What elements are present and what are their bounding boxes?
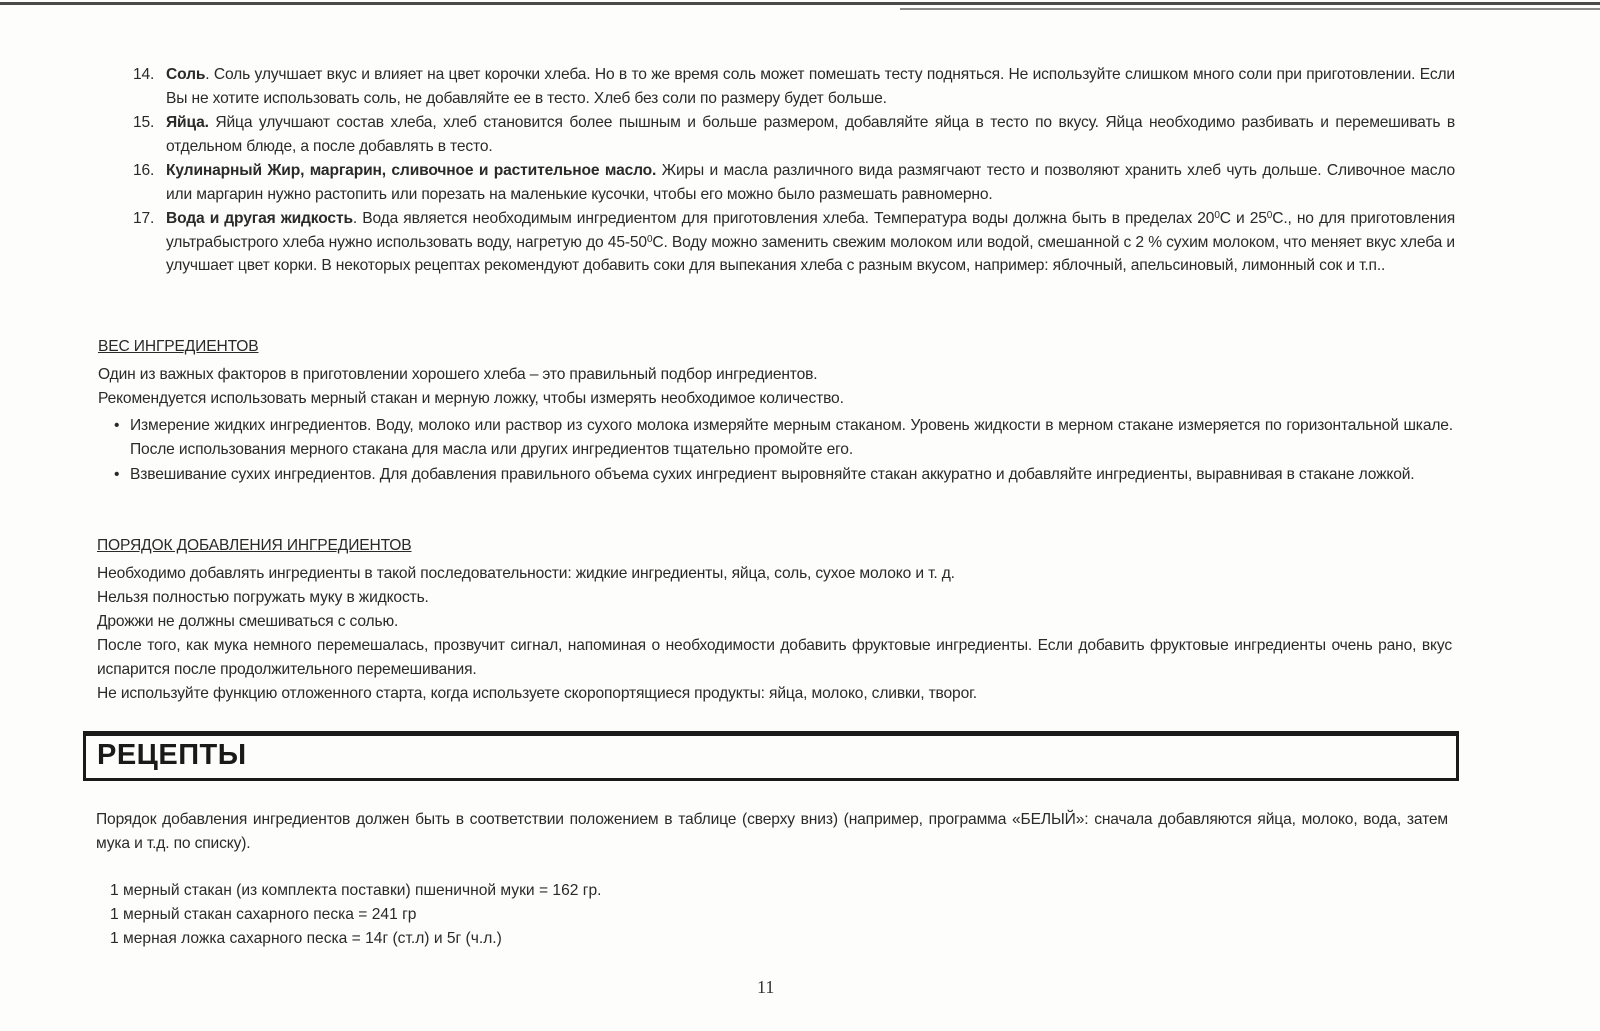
weight-section-title: ВЕС ИНГРЕДИЕНТОВ (98, 338, 259, 355)
measure-line: 1 мерный стакан сахарного песка = 241 гр (110, 906, 417, 923)
recipes-heading-box (83, 733, 1459, 781)
weight-line: Один из важных факторов в приготовлении хорошего хлеба – это правильный подбор ингредиентов. (98, 366, 818, 383)
list-item-water (130, 207, 1455, 278)
list-item-number: 16. (133, 162, 155, 179)
order-section (97, 534, 1452, 706)
weight-section (98, 335, 1453, 487)
measure-line: 1 мерная ложка сахарного песка = 14г (ст.л) и 5г (ч.л.) (110, 930, 502, 947)
list-item-text-part: С и 25 (1219, 210, 1267, 227)
list-item-text: . Соль улучшает вкус и влияет на цвет корочки хлеба. Но в то же время соль может помешать тесту подняться. Не используйте слишком много соли при приготовлении. Если Вы не хотите использовать соль, не добавляйте ее в тесто. Хлеб без соли по размеру будет больше. (166, 66, 1455, 107)
list-item-eggs (130, 111, 1455, 158)
list-item-title: Яйца. (166, 114, 209, 131)
weight-line: Рекомендуется использовать мерный стакан и мерную ложку, чтобы измерять необходимое количество. (98, 390, 844, 407)
measures-list (110, 879, 601, 951)
bullet-item-dry (98, 463, 1453, 487)
list-item-text: Жиры и масла различного вида размягчают тесто и позволяют хранить хлеб чуть дольше. Сливочное масло или маргарин нужно растопить или порезать на маленькие кусочки, чтобы его можно было размешать равномерно. (166, 162, 1456, 203)
list-item-number: 17. (133, 210, 155, 227)
list-item-title: Соль (166, 66, 206, 83)
list-item-salt (130, 63, 1455, 110)
bullet-item-liquids (98, 414, 1453, 462)
order-line: После того, как мука немного перемешалась, прозвучит сигнал, напоминая о необходимости добавить фруктовые ингредиенты. Если добавить фруктовые ингредиенты очень рано, вкус испарится после продолжительного перемешивания. (97, 637, 1452, 678)
list-item-fats (130, 159, 1455, 206)
bullet-text: Измерение жидких ингредиентов. Воду, молоко или раствор из сухого молока измеряйте мерным стаканом. Уровень жидкости в мерном стакане измеряется по горизонтальной шкале. После использования мерного стакана для масла или других ингредиентов тщательно промойте его. (130, 417, 1453, 458)
recipes-intro: Порядок добавления ингредиентов должен быть в соответствии положением в таблице (сверху вниз) (например, программа «БЕЛЫЙ»: сначала добавляются яйца, молоко, вода, затем мука и т.д. по списку). (96, 811, 1448, 852)
order-line: Не используйте функцию отложенного старта, когда используете скоропортящиеся продукты: яйца, молоко, сливки, творог. (97, 685, 977, 702)
recipes-title: РЕЦЕПТЫ (97, 739, 247, 771)
page-number: 11 (757, 977, 775, 997)
order-line: Дрожжи не должны смешиваться с солью. (97, 613, 399, 630)
order-line: Нельзя полностью погружать муку в жидкость. (97, 589, 429, 606)
order-section-title: ПОРЯДОК ДОБАВЛЕНИЯ ИНГРЕДИЕНТОВ (97, 537, 412, 554)
list-item-number: 15. (133, 114, 155, 131)
list-item-text: Яйца улучшают состав хлеба, хлеб становится более пышным и больше размером, добавляйте яйца в тесто по вкусу. Яйца необходимо разбивать и перемешивать в отдельном блюде, а после добавлять в тесто. (166, 114, 1455, 155)
bullet-icon: • (114, 417, 120, 434)
ingredients-numbered-list (130, 63, 1455, 279)
measure-line: 1 мерный стакан (из комплекта поставки) пшеничной муки = 162 гр. (110, 882, 602, 899)
list-item-title: Кулинарный Жир, маргарин, сливочное и растительное масло. (166, 162, 657, 179)
degree-superscript: 0 (1266, 210, 1273, 221)
list-item-text-part: С. Воду можно заменить свежим молоком или водой, смешанной с 2 % сухим молоком, что меняет вкус хлеба и улучшает цвет корки. В некоторых рецептах рекомендуют добавить соки для выпекания хлеба с разным вкусом, например: яблочный, апельсиновый, лимонный сок и т.п.. (166, 233, 1455, 274)
list-item-number: 14. (133, 66, 155, 83)
degree-superscript: 0 (646, 233, 653, 245)
bullet-text: Взвешивание сухих ингредиентов. Для добавления правильного объема сухих ингредиент выровняйте стакан аккуратно и добавляйте ингредиенты, выравнивая в стакане ложкой. (130, 466, 1415, 483)
list-item-text-part: С., но для приготовления ультрабыстрого хлеба нужно использовать воду, нагретую до 45-50 (166, 210, 1455, 251)
degree-superscript: 0 (1214, 210, 1220, 221)
order-line: Необходимо добавлять ингредиенты в такой последовательности: жидкие ингредиенты, яйца, соль, сухое молоко и т. д. (97, 565, 955, 582)
list-item-title: Вода и другая жидкость (166, 210, 353, 227)
list-item-text-part: . Вода является необходимым ингредиентом для приготовления хлеба. Температура воды должна быть в пределах 20 (352, 210, 1215, 227)
bullet-icon: • (114, 466, 120, 483)
